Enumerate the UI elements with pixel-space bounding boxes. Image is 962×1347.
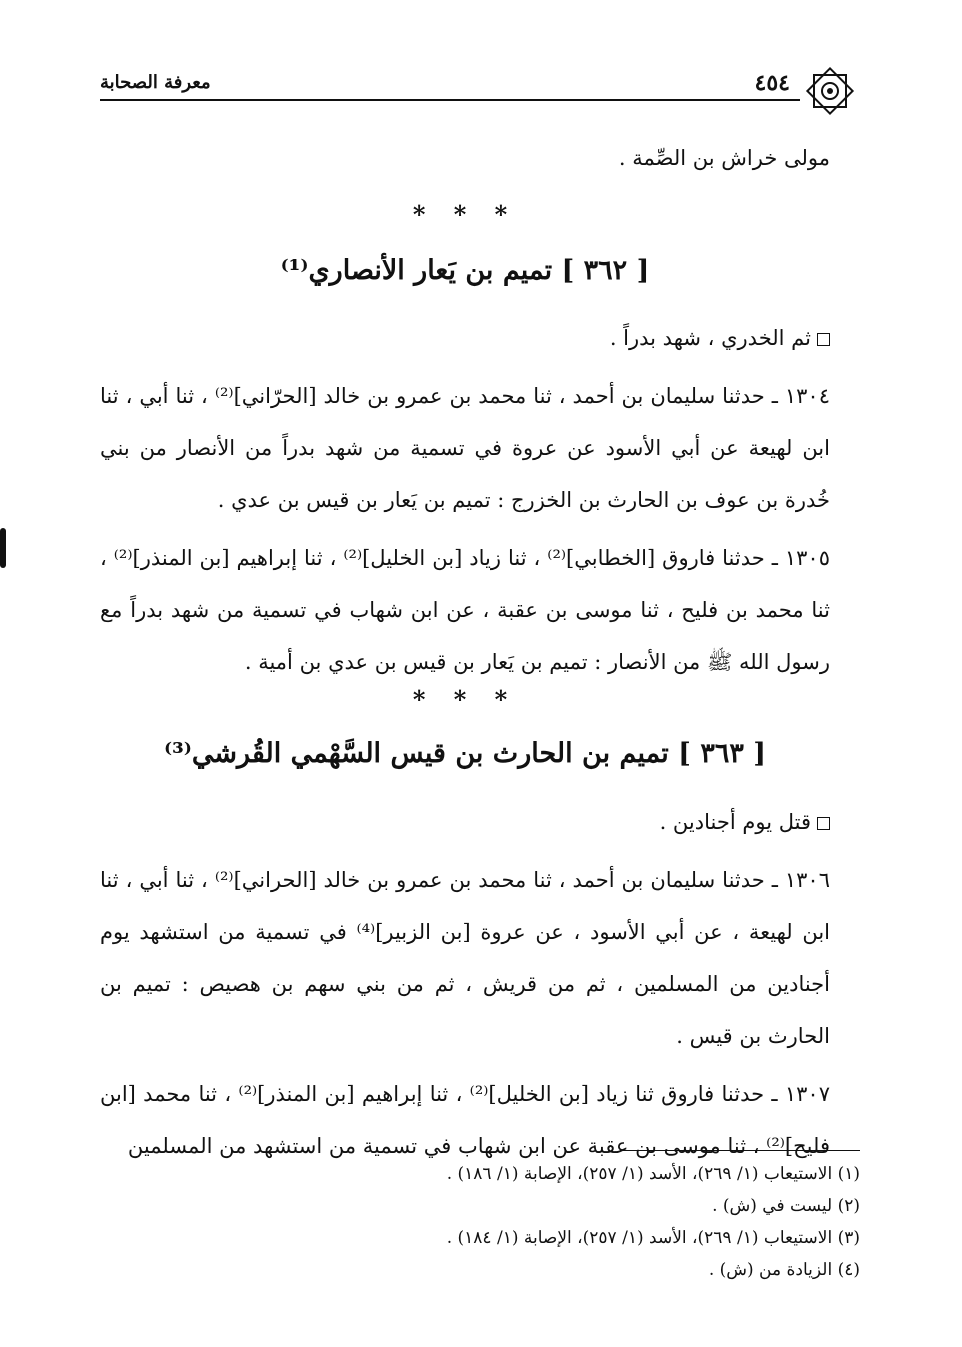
footnote-2: (٢) ليست في (ش) . (712, 1196, 860, 1216)
entry-intro-text: قتل يوم أجنادين . (659, 810, 811, 834)
entry-363-body (100, 796, 830, 1172)
page-number: ٤٥٤ (754, 70, 790, 96)
footnote-1: (١) الاستيعاب (١/ ٢٦٩)، الأسد (١/ ٢٥٧)، الإصابة (١/ ١٨٦) . (446, 1164, 860, 1184)
square-bullet-icon (817, 817, 830, 830)
entry-heading-362: [ ٣٦٢ ] تميم بن يَعار الأنصاري⁽¹⁾ (280, 255, 650, 286)
footnotes (100, 1158, 860, 1286)
hadith-1307: ١٣٠٧ ـ حدثنا فاروق ثنا زياد [بن الخليل]⁽²⁾ ، ثنا إبراهيم [بن المنذر]⁽²⁾ ، ثنا محمد [ابن فليح]⁽²⁾ ، ثنا موسى بن عقبة عن ابن شهاب في تسمية من استشهد من المسلمين (100, 1082, 830, 1158)
hadith-1305: ١٣٠٥ ـ حدثنا فاروق [الخطابي]⁽²⁾ ، ثنا زياد [بن الخليل]⁽²⁾ ، ثنا إبراهيم [بن المنذر]⁽²⁾ ، ثنا محمد بن فليح ، ثنا موسى بن عقبة ، عن ابن شهاب في تسمية من شهد بدراً مع رسول الله ﷺ من الأنصار : تميم بن يَعار بن قيس بن عدي بن أمية . (100, 546, 830, 674)
hadith-1304: ١٣٠٤ ـ حدثنا سليمان بن أحمد ، ثنا محمد بن عمرو بن خالد [الحرّاني]⁽²⁾ ، ثنا أبي ، ثنا ابن لهيعة عن أبي الأسود عن عروة في تسمية من شهد بدراً من الأنصار من بني خُدرة بن عوف بن الحارث بن الخزرج : تميم بن يَعار بن قيس بن عدي . (100, 384, 830, 512)
entry-intro (100, 312, 830, 364)
continuation-text (100, 132, 830, 184)
square-bullet-icon (817, 333, 830, 346)
entry-heading-363: [ ٣٦٣ ] تميم بن الحارث بن قيس السَّهْمي القُرشي⁽³⁾ (163, 738, 767, 769)
octagram-ornament-icon (803, 64, 857, 118)
continuation-line: مولى خراش بن الصِّمة . (618, 146, 830, 170)
entry-362-body (100, 312, 830, 688)
header-rule (100, 99, 800, 101)
entry-intro-text: ثم الخدري ، شهد بدراً . (609, 326, 811, 350)
hadith-1306: ١٣٠٦ ـ حدثنا سليمان بن أحمد ، ثنا محمد بن عمرو بن خالد [الحراني]⁽²⁾ ، ثنا أبي ، ثنا ابن لهيعة ، عن أبي الأسود ، عن عروة [بن الزبير]⁽⁴⁾ في تسمية من استشهد يوم أجنادين من المسلمين ، ثم من قريش ، ثم من بني سهم بن هصيص : تميم بن الحارث بن قيس . (100, 868, 831, 1048)
footnote-3: (٣) الاستيعاب (١/ ٢٦٩)، الأسد (١/ ٢٥٧)، الإصابة (١/ ١٨٤) . (446, 1228, 860, 1248)
entry-intro (100, 796, 830, 848)
footnote-4: (٤) الزيادة من (ش) . (708, 1260, 860, 1280)
running-head-title: معرفة الصحابة (100, 72, 211, 93)
scan-margin-mark (0, 528, 6, 568)
footnote-rule (620, 1150, 860, 1151)
section-separator: * * * (412, 685, 518, 714)
section-separator: * * * (412, 200, 518, 229)
